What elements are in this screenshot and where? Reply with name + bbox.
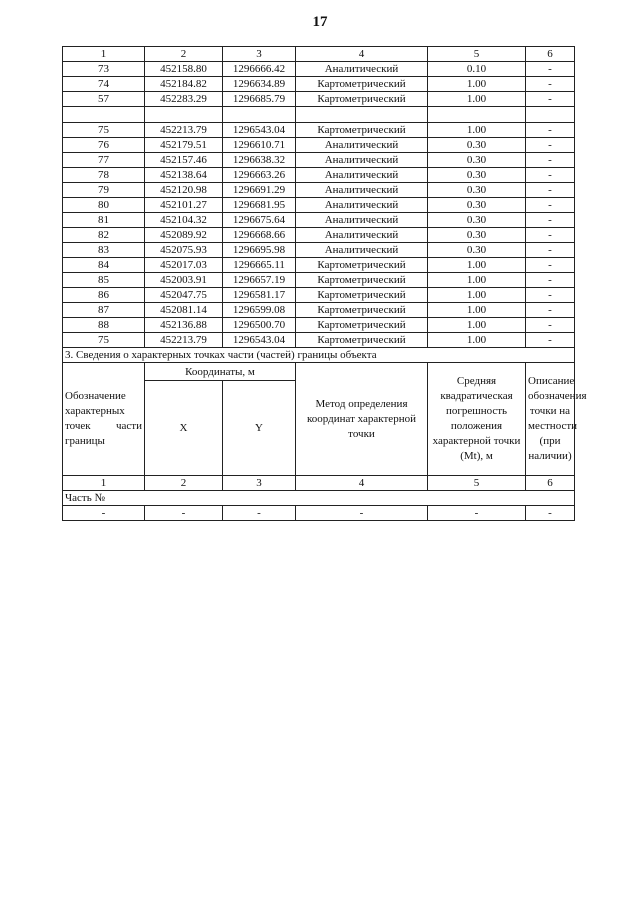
method-cell: Картометрический [296,258,428,273]
x-coordinate-cell: 452184.82 [145,77,223,92]
column-number: 1 [63,476,145,491]
part-row [63,491,575,506]
method-cell: Аналитический [296,228,428,243]
blank-cell [526,107,575,123]
x-coordinate-cell: 452158.80 [145,62,223,77]
error-cell: 0.30 [428,183,526,198]
blank-cell [145,107,223,123]
empty-cell: - [145,506,223,521]
column-number: 6 [526,47,575,62]
y-coordinate-cell: 1296610.71 [223,138,296,153]
point-number-cell: 75 [63,123,145,138]
x-coordinate-cell: 452075.93 [145,243,223,258]
header-method: Метод определения координат характерной точки [296,363,428,476]
description-cell: - [526,123,575,138]
column-number: 5 [428,47,526,62]
description-cell: - [526,77,575,92]
page-number: 17 [312,14,328,30]
blank-cell [296,107,428,123]
x-coordinate-cell: 452047.75 [145,288,223,303]
column-number: 3 [223,476,296,491]
y-coordinate-cell: 1296666.42 [223,62,296,77]
description-cell: - [526,333,575,348]
x-coordinate-cell: 452179.51 [145,138,223,153]
point-number-cell: 73 [63,62,145,77]
point-number-cell: 88 [63,318,145,333]
column-number: 4 [296,476,428,491]
y-coordinate-cell: 1296695.98 [223,243,296,258]
method-cell: Аналитический [296,153,428,168]
method-cell: Аналитический [296,198,428,213]
point-number-cell: 82 [63,228,145,243]
description-cell: - [526,258,575,273]
error-cell: 0.10 [428,62,526,77]
column-number: 2 [145,47,223,62]
error-cell: 0.30 [428,228,526,243]
column-number: 3 [223,47,296,62]
table-row [63,243,575,258]
table-row [63,228,575,243]
empty-cell: - [296,506,428,521]
x-coordinate-cell: 452213.79 [145,123,223,138]
coordinates-table [62,46,587,521]
section-header-row [63,363,575,381]
empty-data-row [63,506,575,521]
description-cell: - [526,138,575,153]
method-cell: Аналитический [296,243,428,258]
x-coordinate-cell: 452101.27 [145,198,223,213]
y-coordinate-cell: 1296543.04 [223,123,296,138]
description-cell: - [526,92,575,107]
method-cell: Картометрический [296,273,428,288]
table-row [63,168,575,183]
table-row [63,303,575,318]
method-cell: Картометрический [296,303,428,318]
table-row [63,273,575,288]
y-coordinate-cell: 1296638.32 [223,153,296,168]
error-cell: 1.00 [428,123,526,138]
error-cell: 1.00 [428,92,526,107]
description-cell: - [526,303,575,318]
part-label: Часть № [63,491,575,506]
blank-cell [223,107,296,123]
empty-cell: - [428,506,526,521]
table-row [63,62,575,77]
point-number-cell: 83 [63,243,145,258]
description-cell: - [526,243,575,258]
table-row [63,77,575,92]
blank-cell [63,107,145,123]
description-cell: - [526,273,575,288]
table-row [63,213,575,228]
point-number-cell: 81 [63,213,145,228]
x-coordinate-cell: 452157.46 [145,153,223,168]
y-coordinate-cell: 1296685.79 [223,92,296,107]
table-row [63,183,575,198]
header-coordinates: Координаты, м [145,363,296,381]
column-number-row [63,47,575,62]
table-row [63,288,575,303]
method-cell: Аналитический [296,62,428,77]
error-cell: 1.00 [428,318,526,333]
x-coordinate-cell: 452283.29 [145,92,223,107]
x-coordinate-cell: 452138.64 [145,168,223,183]
point-number-cell: 76 [63,138,145,153]
table-row [63,138,575,153]
error-cell: 1.00 [428,333,526,348]
point-number-cell: 75 [63,333,145,348]
table-row [63,333,575,348]
description-cell: - [526,198,575,213]
error-cell: 0.30 [428,153,526,168]
empty-cell: - [223,506,296,521]
error-cell: 1.00 [428,303,526,318]
y-coordinate-cell: 1296581.17 [223,288,296,303]
blank-row [63,107,575,123]
column-number: 6 [526,476,575,491]
method-cell: Аналитический [296,138,428,153]
point-number-cell: 86 [63,288,145,303]
point-number-cell: 57 [63,92,145,107]
point-number-cell: 74 [63,77,145,92]
table-row [63,258,575,273]
table-row [63,92,575,107]
y-coordinate-cell: 1296543.04 [223,333,296,348]
column-number: 4 [296,47,428,62]
column-number-row [63,476,575,491]
point-number-cell: 78 [63,168,145,183]
description-cell: - [526,228,575,243]
method-cell: Картометрический [296,123,428,138]
x-coordinate-cell: 452213.79 [145,333,223,348]
header-y: Y [223,381,296,476]
header-description: Описание обозначения точки на местности (при наличии) [526,363,575,476]
header-point-designation: Обозначение характерных точек части границы [63,363,145,476]
y-coordinate-cell: 1296657.19 [223,273,296,288]
error-cell: 0.30 [428,168,526,183]
section-title: 3. Сведения о характерных точках части (частей) границы объекта [63,348,575,363]
x-coordinate-cell: 452136.88 [145,318,223,333]
y-coordinate-cell: 1296634.89 [223,77,296,92]
column-number: 5 [428,476,526,491]
description-cell: - [526,183,575,198]
error-cell: 1.00 [428,288,526,303]
description-cell: - [526,168,575,183]
description-cell: - [526,213,575,228]
y-coordinate-cell: 1296500.70 [223,318,296,333]
error-cell: 1.00 [428,77,526,92]
x-coordinate-cell: 452017.03 [145,258,223,273]
method-cell: Картометрический [296,288,428,303]
empty-cell: - [526,506,575,521]
y-coordinate-cell: 1296691.29 [223,183,296,198]
method-cell: Картометрический [296,77,428,92]
table-row [63,318,575,333]
description-cell: - [526,288,575,303]
column-number: 1 [63,47,145,62]
header-error: Средняя квадратическая погрешность положения характерной точки (Mt), м [428,363,526,476]
point-number-cell: 77 [63,153,145,168]
blank-cell [428,107,526,123]
method-cell: Картометрический [296,333,428,348]
x-coordinate-cell: 452120.98 [145,183,223,198]
y-coordinate-cell: 1296668.66 [223,228,296,243]
y-coordinate-cell: 1296675.64 [223,213,296,228]
point-number-cell: 87 [63,303,145,318]
table-row [63,153,575,168]
error-cell: 0.30 [428,213,526,228]
x-coordinate-cell: 452081.14 [145,303,223,318]
point-number-cell: 80 [63,198,145,213]
method-cell: Картометрический [296,92,428,107]
x-coordinate-cell: 452104.32 [145,213,223,228]
error-cell: 0.30 [428,243,526,258]
section-title-row [63,348,575,363]
y-coordinate-cell: 1296665.11 [223,258,296,273]
table-row [63,198,575,213]
error-cell: 1.00 [428,273,526,288]
method-cell: Аналитический [296,213,428,228]
error-cell: 1.00 [428,258,526,273]
error-cell: 0.30 [428,198,526,213]
y-coordinate-cell: 1296681.95 [223,198,296,213]
empty-cell: - [63,506,145,521]
y-coordinate-cell: 1296663.26 [223,168,296,183]
method-cell: Картометрический [296,318,428,333]
point-number-cell: 84 [63,258,145,273]
column-number: 2 [145,476,223,491]
y-coordinate-cell: 1296599.08 [223,303,296,318]
header-x: X [145,381,223,476]
description-cell: - [526,153,575,168]
method-cell: Аналитический [296,168,428,183]
point-number-cell: 85 [63,273,145,288]
x-coordinate-cell: 452089.92 [145,228,223,243]
x-coordinate-cell: 452003.91 [145,273,223,288]
description-cell: - [526,62,575,77]
error-cell: 0.30 [428,138,526,153]
method-cell: Аналитический [296,183,428,198]
point-number-cell: 79 [63,183,145,198]
description-cell: - [526,318,575,333]
table-row [63,123,575,138]
